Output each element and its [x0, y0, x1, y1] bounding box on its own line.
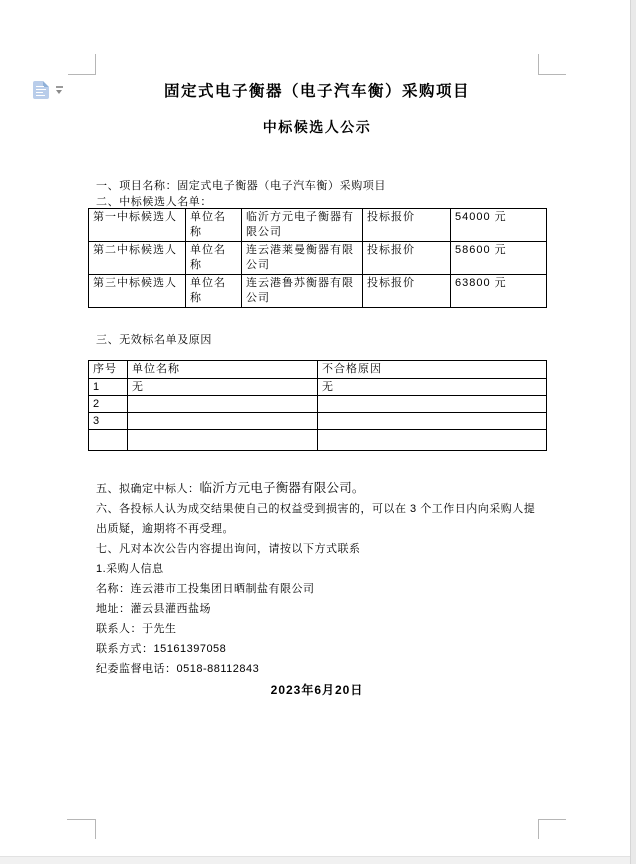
candidate-row	[89, 275, 547, 308]
canvas-bottom-gutter	[0, 856, 630, 864]
candidates-table	[88, 208, 547, 308]
unit-label: 单位名称	[186, 242, 242, 275]
buyer-contact-person: 联系人：于先生	[96, 623, 177, 635]
unit-label: 单位名称	[186, 275, 242, 308]
candidate-rank: 第三中标候选人	[89, 275, 186, 308]
margin-crop-mark	[538, 74, 566, 75]
cell-seq: 1	[89, 379, 128, 396]
candidate-row	[89, 209, 547, 242]
unit-name: 连云港鲁苏衡器有限公司	[242, 275, 363, 308]
buyer-phone: 联系方式：15161397058	[96, 643, 227, 655]
cell-unit	[128, 413, 318, 430]
section-invalid-heading: 三、无效标名单及原因	[96, 334, 212, 346]
price-label: 投标报价	[363, 242, 451, 275]
buyer-address: 地址：灌云县灌西盐场	[96, 603, 211, 615]
body-paragraphs	[96, 478, 542, 679]
document-subtitle: 中标候选人公示	[262, 119, 372, 135]
section-contact: 七、凡对本次公告内容提出询问，请按以下方式联系	[96, 543, 361, 555]
chevron-down-icon[interactable]	[55, 85, 64, 97]
table-row	[89, 413, 547, 430]
margin-crop-mark	[67, 819, 95, 820]
canvas-right-gutter	[630, 0, 636, 864]
buyer-info-heading: 1.采购人信息	[96, 563, 164, 575]
cell-reason: 无	[318, 379, 547, 396]
col-header-seq: 序号	[89, 361, 128, 379]
section-project-name: 一、项目名称：固定式电子衡器（电子汽车衡）采购项目	[96, 180, 386, 192]
candidate-row	[89, 242, 547, 275]
paste-options-button[interactable]	[33, 80, 67, 102]
margin-crop-mark	[68, 74, 96, 75]
table-row	[89, 430, 547, 451]
buyer-name: 名称：连云港市工投集团日晒制盐有限公司	[96, 583, 315, 595]
price-value: 58600 元	[451, 242, 547, 275]
cell-unit: 无	[128, 379, 318, 396]
table-row	[89, 379, 547, 396]
unit-name: 临沂方元电子衡器有限公司	[242, 209, 363, 242]
table-header-row	[89, 361, 547, 379]
price-value: 63800 元	[451, 275, 547, 308]
col-header-reason: 不合格原因	[318, 361, 547, 379]
candidate-rank: 第二中标候选人	[89, 242, 186, 275]
unit-name: 连云港莱曼衡器有限公司	[242, 242, 363, 275]
unit-label: 单位名称	[186, 209, 242, 242]
cell-seq	[89, 430, 128, 451]
candidate-rank: 第一中标候选人	[89, 209, 186, 242]
section-candidates-heading: 二、中标候选人名单：	[96, 196, 212, 208]
table-row	[89, 396, 547, 413]
invalid-bids-table	[88, 360, 547, 451]
section-objection: 六、各投标人认为成交结果使自己的权益受到损害的，可以在 3 个工作日内向采购人提出质疑，逾期将不再受理。	[96, 503, 536, 535]
cell-reason	[318, 396, 547, 413]
cell-seq: 3	[89, 413, 128, 430]
section-awardee	[96, 478, 542, 499]
supervision-phone: 纪委监督电话：0518-88112843	[96, 663, 260, 675]
margin-crop-mark	[95, 54, 96, 74]
document-date: 2023年6月20日	[270, 683, 364, 697]
margin-crop-mark	[95, 819, 96, 839]
document-title: 固定式电子衡器（电子汽车衡）采购项目	[163, 83, 470, 100]
cell-unit	[128, 396, 318, 413]
awardee-label: 五、拟确定中标人：	[96, 483, 200, 495]
margin-crop-mark	[538, 819, 539, 839]
price-label: 投标报价	[363, 209, 451, 242]
paste-options-icon	[33, 81, 49, 99]
cell-unit	[128, 430, 318, 451]
price-value: 54000 元	[451, 209, 547, 242]
awardee-name: 临沂方元电子衡器有限公司。	[199, 481, 365, 495]
margin-crop-mark	[538, 819, 566, 820]
price-label: 投标报价	[363, 275, 451, 308]
cell-reason	[318, 430, 547, 451]
col-header-unit: 单位名称	[128, 361, 318, 379]
cell-seq: 2	[89, 396, 128, 413]
cell-reason	[318, 413, 547, 430]
margin-crop-mark	[538, 54, 539, 74]
